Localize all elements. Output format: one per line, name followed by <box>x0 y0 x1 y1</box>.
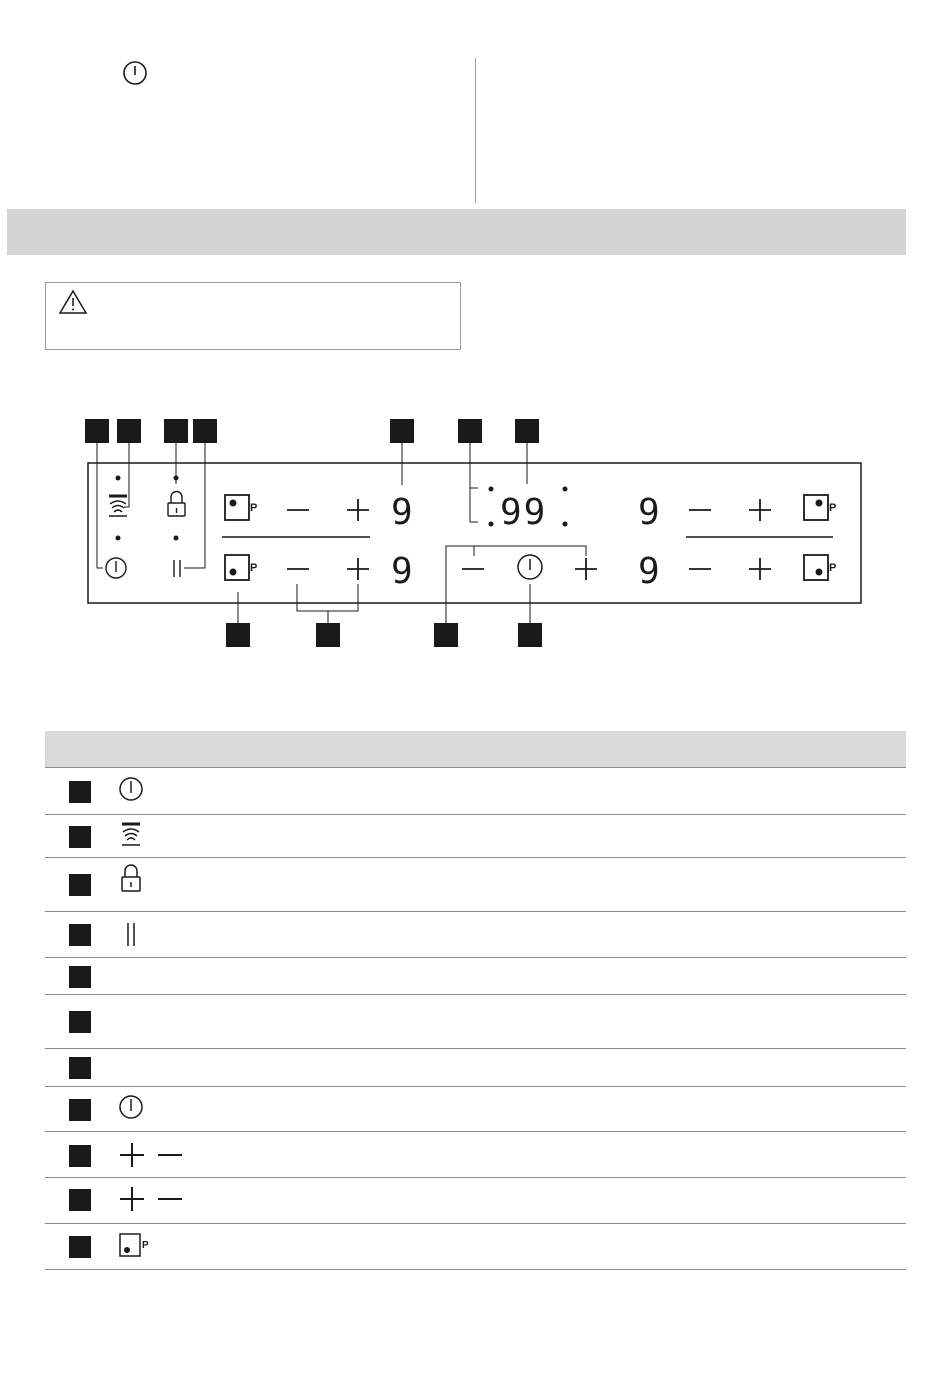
svg-text:P: P <box>829 562 837 574</box>
display-timer: 99 <box>500 492 548 533</box>
svg-text:P: P <box>250 562 258 574</box>
row-number-marker <box>69 924 91 946</box>
row-number-marker <box>69 826 91 848</box>
svg-text:P: P <box>142 1240 149 1251</box>
row-number-marker <box>69 1145 91 1167</box>
row-number-marker <box>69 1189 91 1211</box>
powerboost-icon <box>120 1234 140 1256</box>
display-top-left: 9 <box>391 492 413 533</box>
display-bottom-right: 9 <box>638 551 660 592</box>
row-number-marker <box>69 1011 91 1033</box>
row-number-marker <box>69 1236 91 1258</box>
svg-text:P: P <box>829 502 837 514</box>
row-number-marker <box>69 781 91 803</box>
row-number-marker <box>69 1099 91 1121</box>
display-top-right: 9 <box>638 492 660 533</box>
svg-text:P: P <box>250 502 258 514</box>
row-number-marker <box>69 966 91 988</box>
row-number-marker <box>69 874 91 896</box>
row-number-marker <box>69 1057 91 1079</box>
display-bottom-left: 9 <box>391 551 413 592</box>
